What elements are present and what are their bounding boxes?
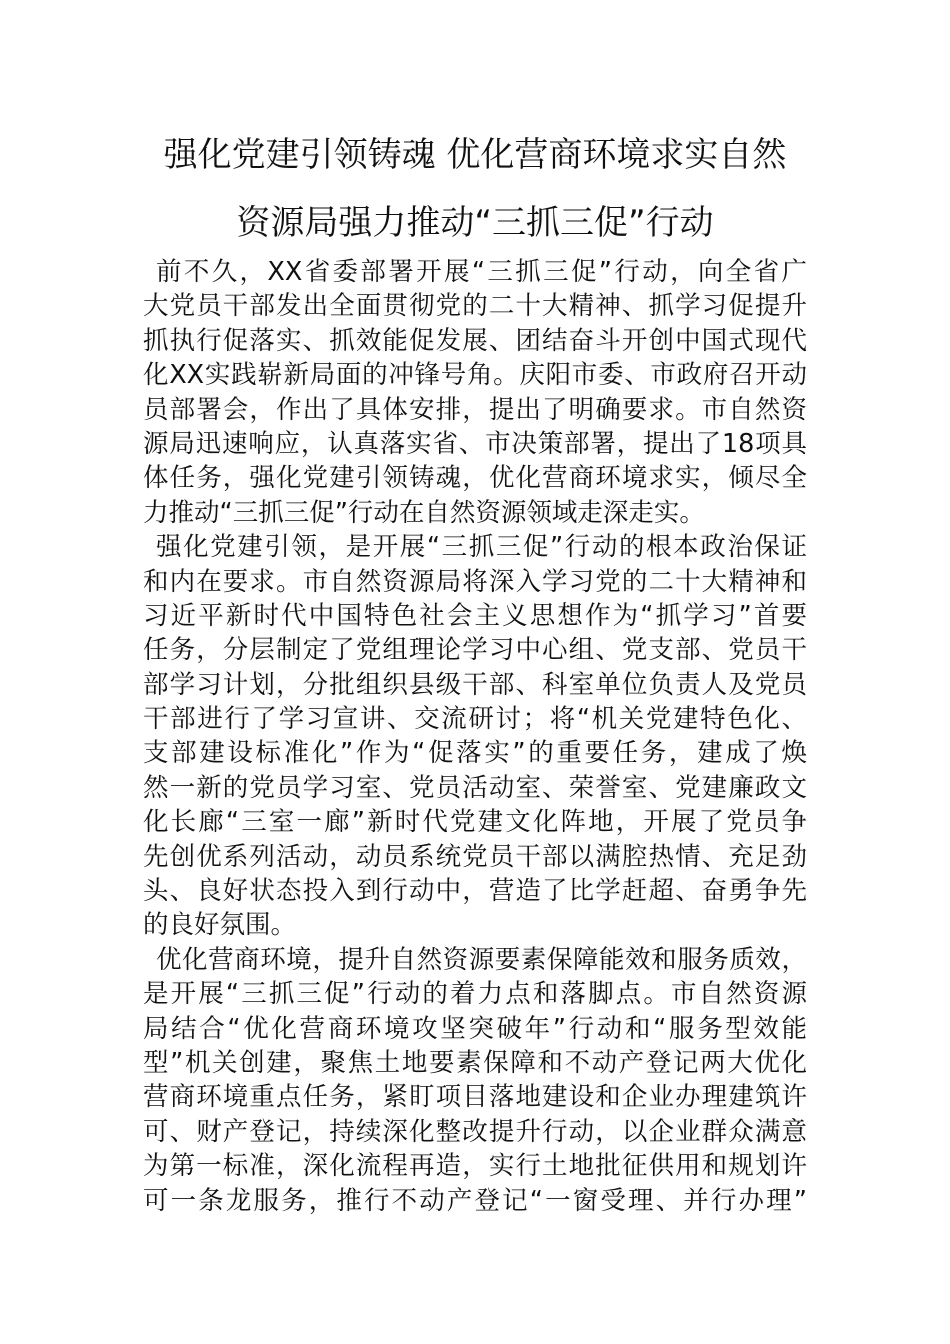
body-text-line: 可一条龙服务，推行不动产登记“一窗受理、并行办理” bbox=[143, 1185, 807, 1216]
document-title-line-2: 资源局强力推动“三抓三促”行动 bbox=[236, 203, 714, 243]
body-text-line: 体任务，强化党建引领铸魂，优化营商环境求实，倾尽全 bbox=[143, 463, 807, 494]
body-text-line: 部学习计划，分批组织县级干部、科室单位负责人及党员 bbox=[143, 669, 807, 700]
body-text-line: 源局迅速响应，认真落实省、市决策部署，提出了18项具 bbox=[143, 428, 807, 459]
body-text-line: 先创优系列活动，动员系统党员干部以满腔热情、充足劲 bbox=[143, 841, 807, 872]
body-text-line: 力推动“三抓三促”行动在自然资源领域走深走实。 bbox=[143, 497, 705, 528]
body-text-line: 然一新的党员学习室、党员活动室、荣誉室、党建廉政文 bbox=[143, 772, 807, 803]
body-text-line: 营商环境重点任务，紧盯项目落地建设和企业办理建筑许 bbox=[143, 1082, 807, 1113]
body-text-line: 大党员干部发出全面贯彻党的二十大精神、抓学习促提升 bbox=[143, 291, 807, 322]
body-text-line: 可、财产登记，持续深化整改提升行动，以企业群众满意 bbox=[143, 1116, 807, 1147]
body-text-line: 化XX实践崭新局面的冲锋号角。庆阳市委、市政府召开动 bbox=[143, 360, 807, 391]
body-text-line: 的良好氛围。 bbox=[143, 910, 297, 941]
body-text-line: 为第一标准，深化流程再造，实行土地批征供用和规划许 bbox=[143, 1151, 807, 1182]
body-text-line: 习近平新时代中国特色社会主义思想作为“抓学习”首要 bbox=[143, 600, 807, 631]
body-text-line: 强化党建引领，是开展“三抓三促”行动的根本政治保证 bbox=[156, 532, 807, 563]
body-text-line: 是开展“三抓三促”行动的着力点和落脚点。市自然资源 bbox=[143, 979, 807, 1010]
body-text-line: 优化营商环境，提升自然资源要素保障能效和服务质效， bbox=[156, 944, 807, 975]
document-title-line-1: 强化党建引领铸魂 优化营商环境求实自然 bbox=[163, 135, 787, 175]
body-text-line: 支部建设标准化”作为“促落实”的重要任务，建成了焕 bbox=[143, 738, 807, 769]
body-text-line: 型”机关创建，聚焦土地要素保障和不动产登记两大优化 bbox=[143, 1047, 807, 1078]
body-text-line: 局结合“优化营商环境攻坚突破年”行动和“服务型效能 bbox=[143, 1013, 807, 1044]
body-text-line: 化长廊“三室一廊”新时代党建文化阵地，开展了党员争 bbox=[143, 807, 807, 838]
body-text-line: 头、良好状态投入到行动中，营造了比学赶超、奋勇争先 bbox=[143, 876, 807, 907]
body-text-line: 和内在要求。市自然资源局将深入学习党的二十大精神和 bbox=[143, 566, 807, 597]
body-text-line: 干部进行了学习宣讲、交流研讨；将“机关党建特色化、 bbox=[143, 704, 807, 735]
body-text-line: 抓执行促落实、抓效能促发展、团结奋斗开创中国式现代 bbox=[143, 325, 807, 356]
body-text-line: 员部署会，作出了具体安排，提出了明确要求。市自然资 bbox=[143, 394, 807, 425]
document-body bbox=[143, 255, 807, 1218]
body-text-line: 任务，分层制定了党组理论学习中心组、党支部、党员干 bbox=[143, 635, 807, 666]
body-text-line: 前不久，XX省委部署开展“三抓三促”行动，向全省广 bbox=[156, 257, 807, 287]
